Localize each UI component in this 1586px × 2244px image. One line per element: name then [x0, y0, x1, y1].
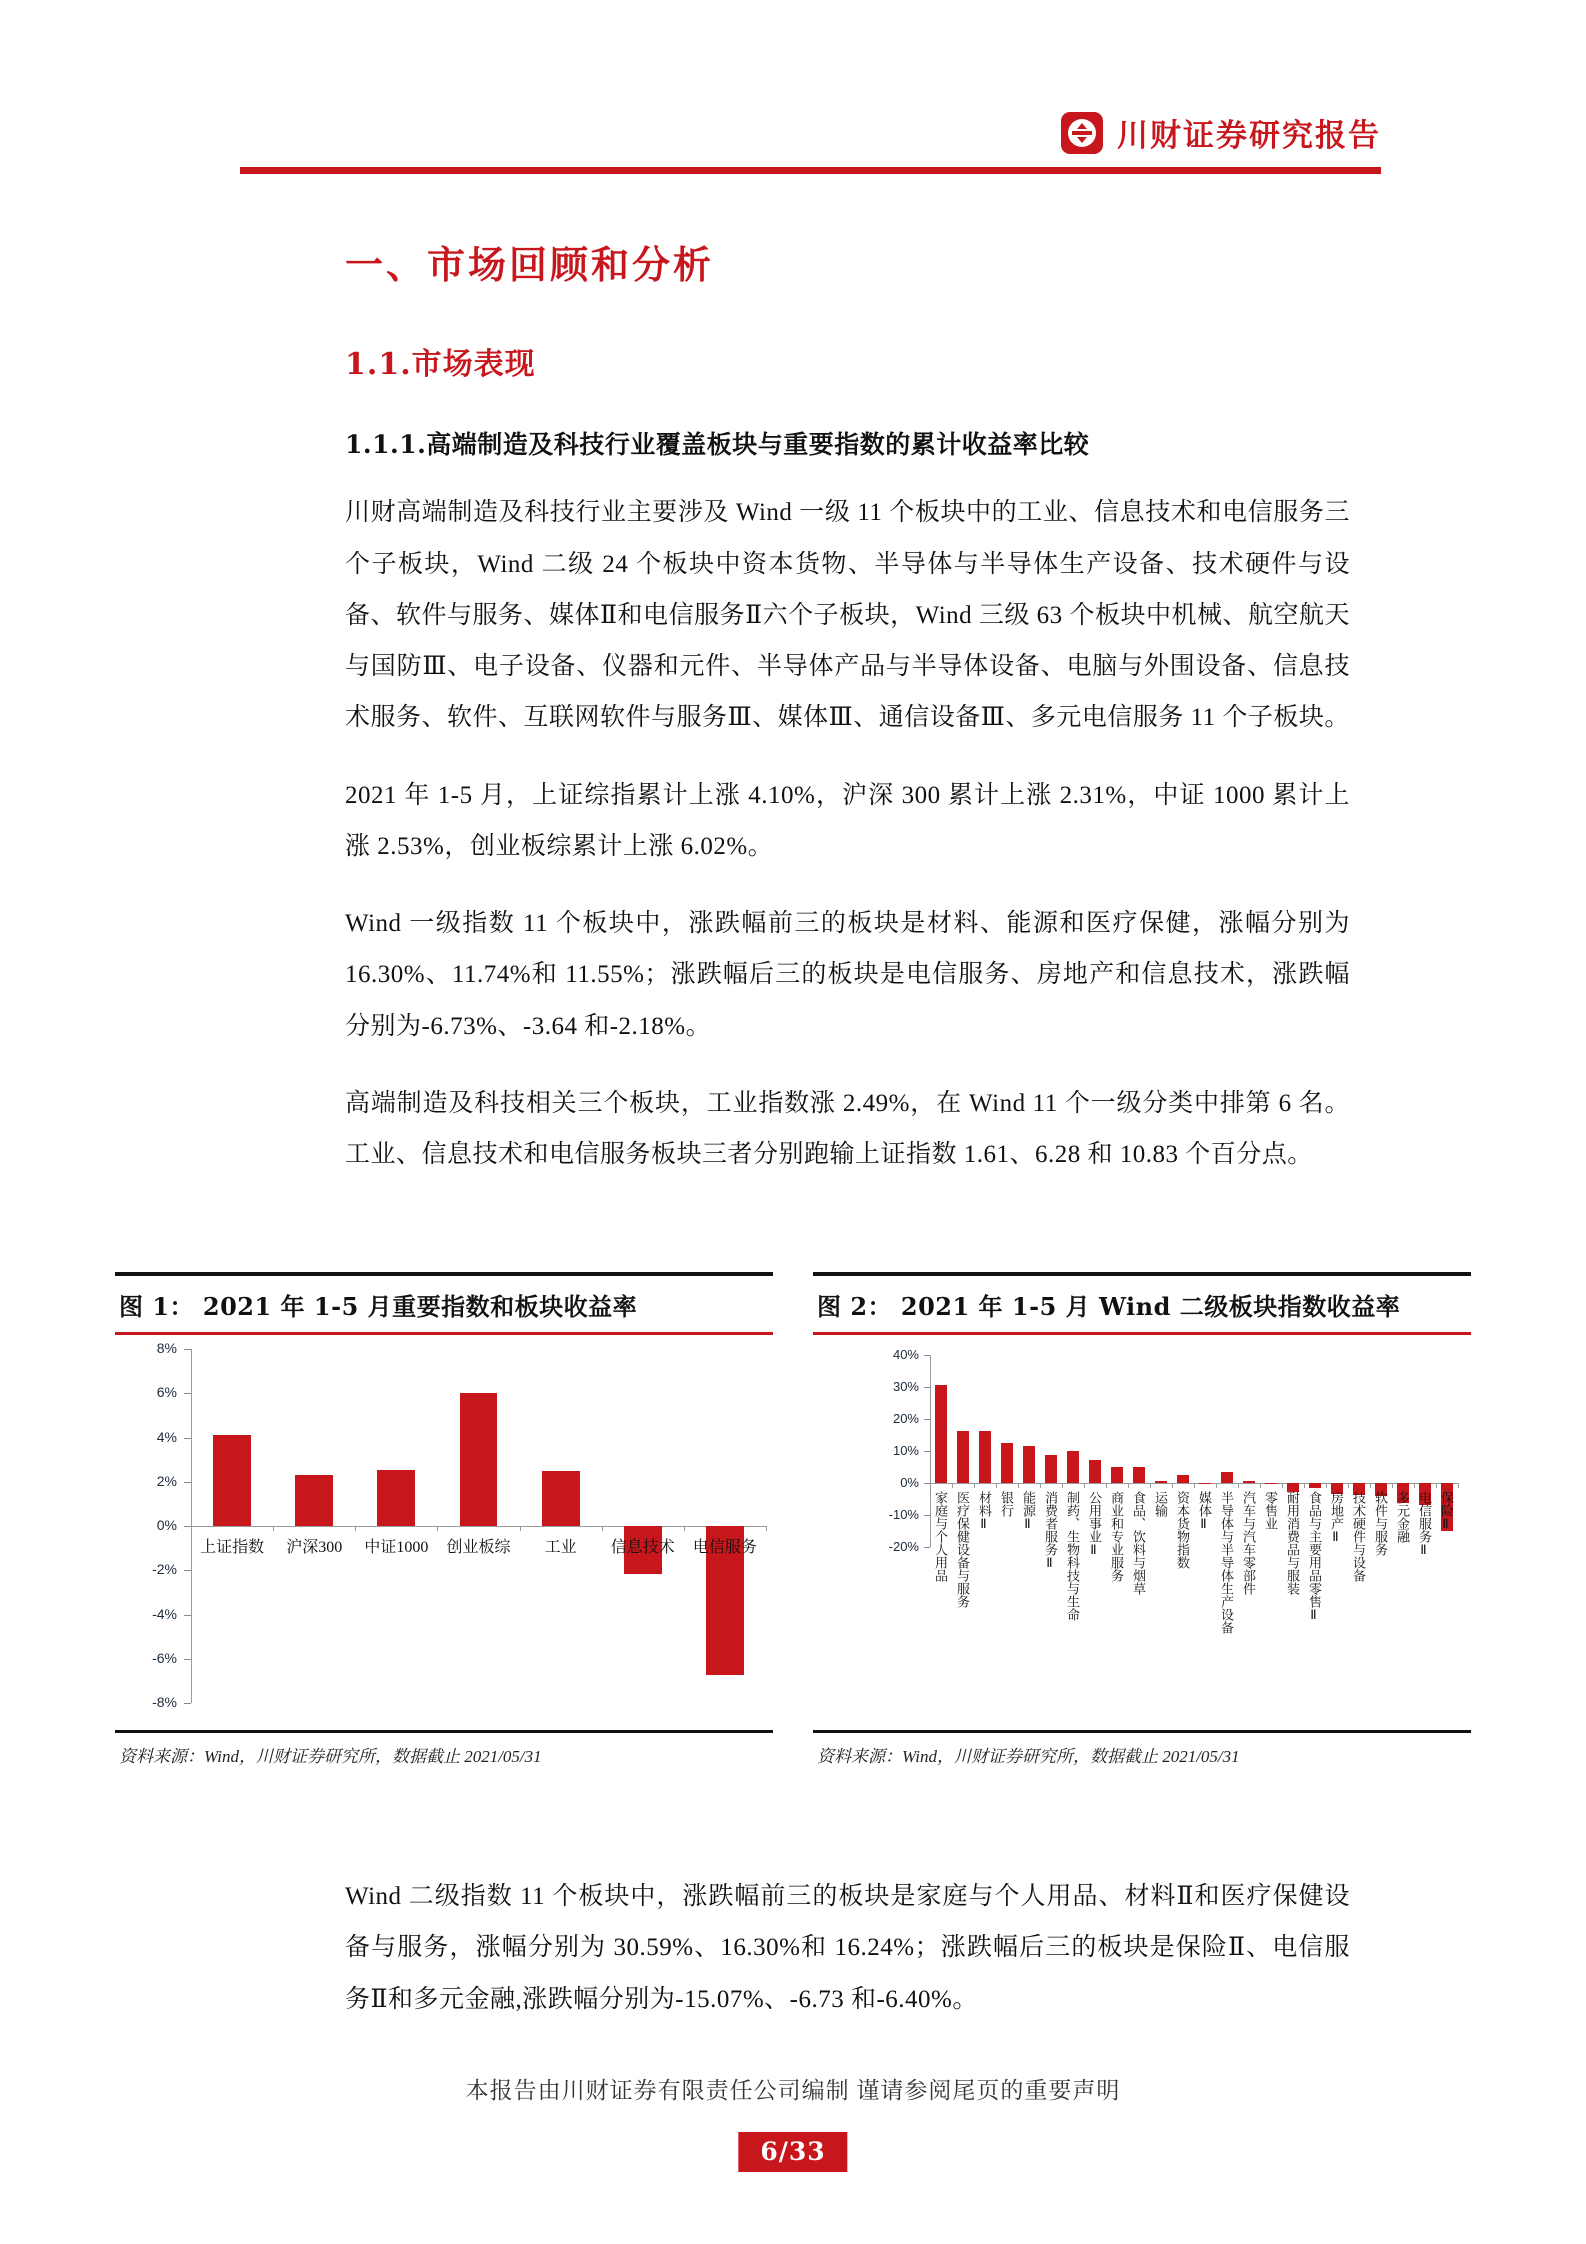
chart1-zero-line — [191, 1526, 766, 1527]
chart2-x-tick — [952, 1483, 953, 1488]
chart2-x-tick-label: 技术硬件与设备 — [1351, 1491, 1366, 1582]
chart2-x-tick-label: 公用事业Ⅱ — [1087, 1491, 1102, 1558]
chart2-bar — [1111, 1467, 1122, 1483]
chart1-x-tick — [766, 1526, 767, 1531]
chart2-y-tick — [924, 1451, 930, 1452]
figures-row — [115, 1272, 1471, 1767]
chart2-x-tick — [1238, 1483, 1239, 1488]
chart1-y-tick-label: 2% — [156, 1472, 177, 1489]
chart1-x-tick-label: 工业 — [544, 1539, 577, 1556]
chart2-x-tick — [1370, 1483, 1371, 1488]
chart2-bar — [1155, 1481, 1166, 1483]
chart1-y-tick — [184, 1659, 191, 1660]
chart2-x-tick — [1260, 1483, 1261, 1488]
document-body — [345, 240, 1350, 1180]
chart2-x-tick — [974, 1483, 975, 1488]
brand-name: 川财证券研究报告 — [1117, 118, 1381, 154]
figure-2-source: 资料来源：Wind，川财证券研究所，数据截止 2021/05/31 — [817, 1747, 1240, 1766]
chart2-x-tick — [1172, 1483, 1173, 1488]
chart2-x-tick-label: 材料Ⅱ — [977, 1491, 992, 1532]
chart2-x-tick — [1392, 1483, 1393, 1488]
figure-1 — [115, 1272, 773, 1767]
chart1-y-tick-label: -4% — [152, 1605, 177, 1622]
chart2-x-tick-label: 食品、饮料与烟草 — [1131, 1491, 1146, 1595]
chart1-x-tick-label: 创业板综 — [446, 1539, 511, 1556]
chart2-x-tick — [1326, 1483, 1327, 1488]
chart2-y-axis — [930, 1355, 931, 1547]
page-header — [0, 0, 1586, 190]
chart2-x-tick — [1128, 1483, 1129, 1488]
chart1-y-tick-label: 8% — [156, 1340, 177, 1356]
chart2-x-tick — [1106, 1483, 1107, 1488]
chart2-bar — [1089, 1460, 1100, 1483]
chart1-x-tick-label: 电信服务 — [692, 1539, 757, 1556]
chart2-y-tick — [924, 1355, 930, 1356]
brand — [1061, 110, 1381, 155]
chart2-x-tick — [1018, 1483, 1019, 1488]
chart1-bar — [295, 1475, 333, 1526]
chart1-x-tick — [273, 1526, 274, 1531]
paragraph-1: 川财高端制造及科技行业主要涉及 Wind 一级 11 个板块中的工业、信息技术和电信服务三个子板块，Wind 二级 24 个板块中资本货物、半导体与半导体生产设备、技术硬件与设备、软件与服务、媒体Ⅱ和电信服务Ⅱ六个子板块，Wind 三级 63 个板块中机械、航空航天与国防Ⅲ、电子设备、仪器和元件、半导体产品与半导体设备、电脑与外围设备、信息技术服务、软件、互联网软件与服务Ⅲ、媒体Ⅲ、通信设备Ⅲ、多元电信服务 11 个子板块。 — [345, 499, 1350, 732]
chart2-x-tick — [1040, 1483, 1041, 1488]
chart2-y-tick-label: 0% — [900, 1475, 919, 1490]
figure-2-plot — [813, 1335, 1471, 1730]
chart2-bar — [1243, 1481, 1254, 1483]
chart2-y-tick — [924, 1419, 930, 1420]
chart2-x-tick-label: 家庭与个人用品 — [933, 1491, 948, 1582]
figure-1-plot — [115, 1335, 773, 1730]
chart2-x-tick-label: 运输 — [1153, 1491, 1168, 1517]
chart2-x-tick — [996, 1483, 997, 1488]
figure-2-title: 图 2： 2021 年 1-5 月 Wind 二级板块指数收益率 — [817, 1292, 1401, 1321]
section-heading-2: 1.1.市场表现 — [345, 347, 536, 383]
chart2-y-tick — [924, 1515, 930, 1516]
chart1-y-tick — [184, 1482, 191, 1483]
chart1-bar — [542, 1471, 580, 1526]
chart2-x-tick — [1150, 1483, 1151, 1488]
figure-2 — [813, 1272, 1471, 1767]
chart2-y-tick — [924, 1547, 930, 1548]
page-number-badge: 6/33 — [738, 2132, 847, 2172]
chart2-x-tick — [1414, 1483, 1415, 1488]
chart2-x-tick-label: 媒体Ⅱ — [1197, 1491, 1212, 1532]
chart2-x-tick-label: 医疗保健设备与服务 — [955, 1491, 970, 1608]
chart2-bar — [1045, 1455, 1056, 1483]
chart2-bar — [979, 1431, 990, 1483]
document-tail — [345, 1845, 1350, 2025]
paragraph-3: Wind 一级指数 11 个板块中，涨跌幅前三的板块是材料、能源和医疗保健，涨幅分别为 16.30%、11.74%和 11.55%；涨跌幅后三的板块是电信服务、房地产和信息技术，涨跌幅分别为-6.73%、-3.64 和-2.18%。 — [345, 910, 1350, 1040]
chart1-y-tick — [184, 1615, 191, 1616]
chart2-x-tick-label: 耐用消费品与服装 — [1285, 1491, 1300, 1595]
chart2-bar — [1221, 1472, 1232, 1483]
chart1-bar — [213, 1435, 251, 1526]
chart2-x-tick — [1216, 1483, 1217, 1488]
chart2-y-tick-label: 30% — [892, 1379, 919, 1394]
chart2-x-tick — [1458, 1483, 1459, 1488]
chart2-y-tick-label: 40% — [892, 1347, 919, 1362]
chart2-x-tick — [1348, 1483, 1349, 1488]
chart1-y-tick-label: -6% — [152, 1649, 177, 1666]
chart2-x-tick-label: 银行 — [999, 1491, 1014, 1517]
section-heading-1: 一、市场回顾和分析 — [345, 242, 715, 287]
paragraph-2: 2021 年 1-5 月，上证综指累计上涨 4.10%，沪深 300 累计上涨 2.31%，中证 1000 累计上涨 2.53%，创业板综累计上涨 6.02%。 — [345, 781, 1350, 860]
section-heading-3: 1.1.1.高端制造及科技行业覆盖板块与重要指数的累计收益率比较 — [345, 430, 1090, 460]
chart1-y-tick — [184, 1526, 191, 1527]
chart2-x-tick-label: 电信服务Ⅱ — [1417, 1491, 1432, 1558]
chart2-bar — [1001, 1443, 1012, 1483]
chart2-y-tick-label: -10% — [888, 1507, 919, 1522]
chart2-bar — [935, 1385, 946, 1483]
exchange-arrows-icon — [1061, 112, 1103, 154]
chart1-x-tick-label: 上证指数 — [200, 1539, 265, 1556]
chart1-x-tick — [437, 1526, 438, 1531]
chart2-x-tick-label: 多元金融 — [1395, 1491, 1410, 1543]
chart1-x-tick-label: 信息技术 — [610, 1539, 675, 1556]
chart1-x-tick-label: 沪深300 — [286, 1539, 343, 1556]
chart1-x-tick — [602, 1526, 603, 1531]
figure-1-source: 资料来源：Wind，川财证券研究所，数据截止 2021/05/31 — [119, 1747, 542, 1766]
chart1-x-tick-label: 中证1000 — [364, 1539, 429, 1556]
chart2-x-tick-label: 半导体与半导体生产设备 — [1219, 1491, 1234, 1634]
footer-note: 本报告由川财证券有限责任公司编制 谨请参阅尾页的重要声明 — [465, 2078, 1121, 2103]
chart2-bar — [1023, 1446, 1034, 1483]
chart2-x-tick — [1062, 1483, 1063, 1488]
chart2-x-tick — [1282, 1483, 1283, 1488]
chart2-x-tick-label: 房地产Ⅱ — [1329, 1491, 1344, 1545]
chart2-bar — [1309, 1483, 1320, 1488]
chart1-y-tick-label: 0% — [156, 1517, 177, 1533]
chart1-y-tick — [184, 1703, 191, 1704]
chart1-y-tick-label: -2% — [152, 1561, 177, 1578]
chart2-x-tick-label: 零售业 — [1263, 1491, 1278, 1530]
chart1-bar — [377, 1470, 415, 1526]
chart2-bar — [1067, 1451, 1078, 1483]
chart1-y-tick-label: -8% — [152, 1694, 177, 1710]
chart2-bar — [1133, 1467, 1144, 1483]
chart2-x-tick-label: 食品与主要用品零售Ⅱ — [1307, 1491, 1322, 1623]
chart2-x-tick-label: 汽车与汽车零部件 — [1241, 1491, 1256, 1595]
chart2-bar — [1265, 1483, 1276, 1484]
chart2-bar — [1199, 1483, 1210, 1484]
chart2-y-tick — [924, 1387, 930, 1388]
chart2-bar — [1177, 1475, 1188, 1483]
chart2-x-tick — [1304, 1483, 1305, 1488]
chart1-bar — [460, 1393, 498, 1526]
chart2-x-tick-label: 消费者服务Ⅱ — [1043, 1491, 1058, 1571]
chart1-y-tick — [184, 1349, 191, 1350]
chart1-y-tick — [184, 1570, 191, 1571]
tail-paragraph: Wind 二级指数 11 个板块中，涨跌幅前三的板块是家庭与个人用品、材料Ⅱ和医疗保健设备与服务，涨幅分别为 30.59%、16.30%和 16.24%；涨跌幅后三的板块是保险Ⅱ、电信服务Ⅱ和多元金融,涨跌幅分别为-15.07%、-6.73 和-6.40%。 — [345, 1883, 1350, 2013]
chart1-y-tick-label: 6% — [156, 1384, 177, 1401]
chart2-x-tick-label: 资本货物指数 — [1175, 1491, 1190, 1569]
chart1-y-tick — [184, 1438, 191, 1439]
chart2-x-tick-label: 制药、生物科技与生命 — [1065, 1491, 1080, 1621]
chart1-x-tick — [684, 1526, 685, 1531]
chart1-y-tick-label: 4% — [156, 1428, 177, 1445]
chart2-bar — [957, 1431, 968, 1483]
chart2-x-tick — [1084, 1483, 1085, 1488]
paragraph-4: 高端制造及科技相关三个板块，工业指数涨 2.49%，在 Wind 11 个一级分类中排第 6 名。工业、信息技术和电信服务板块三者分别跑输上证指数 1.61、6.28 和 10.83 个百分点。 — [345, 1089, 1350, 1169]
chart1-x-tick — [355, 1526, 356, 1531]
chart2-x-tick-label: 保险Ⅱ — [1439, 1491, 1454, 1532]
chart1-y-tick — [184, 1393, 191, 1394]
chart2-y-tick-label: 10% — [892, 1443, 919, 1458]
chart2-y-tick-label: -20% — [888, 1539, 919, 1554]
header-divider — [240, 167, 1381, 174]
chart2-y-tick-label: 20% — [892, 1411, 919, 1426]
chart2-x-tick-label: 软件与服务 — [1373, 1491, 1388, 1556]
chart2-x-tick — [1436, 1483, 1437, 1488]
chart2-x-tick-label: 商业和专业服务 — [1109, 1491, 1124, 1582]
chart2-x-tick — [1194, 1483, 1195, 1488]
figure-1-title: 图 1： 2021 年 1-5 月重要指数和板块收益率 — [119, 1292, 638, 1321]
chart1-x-tick — [520, 1526, 521, 1531]
chart2-x-tick-label: 能源Ⅱ — [1021, 1491, 1036, 1532]
